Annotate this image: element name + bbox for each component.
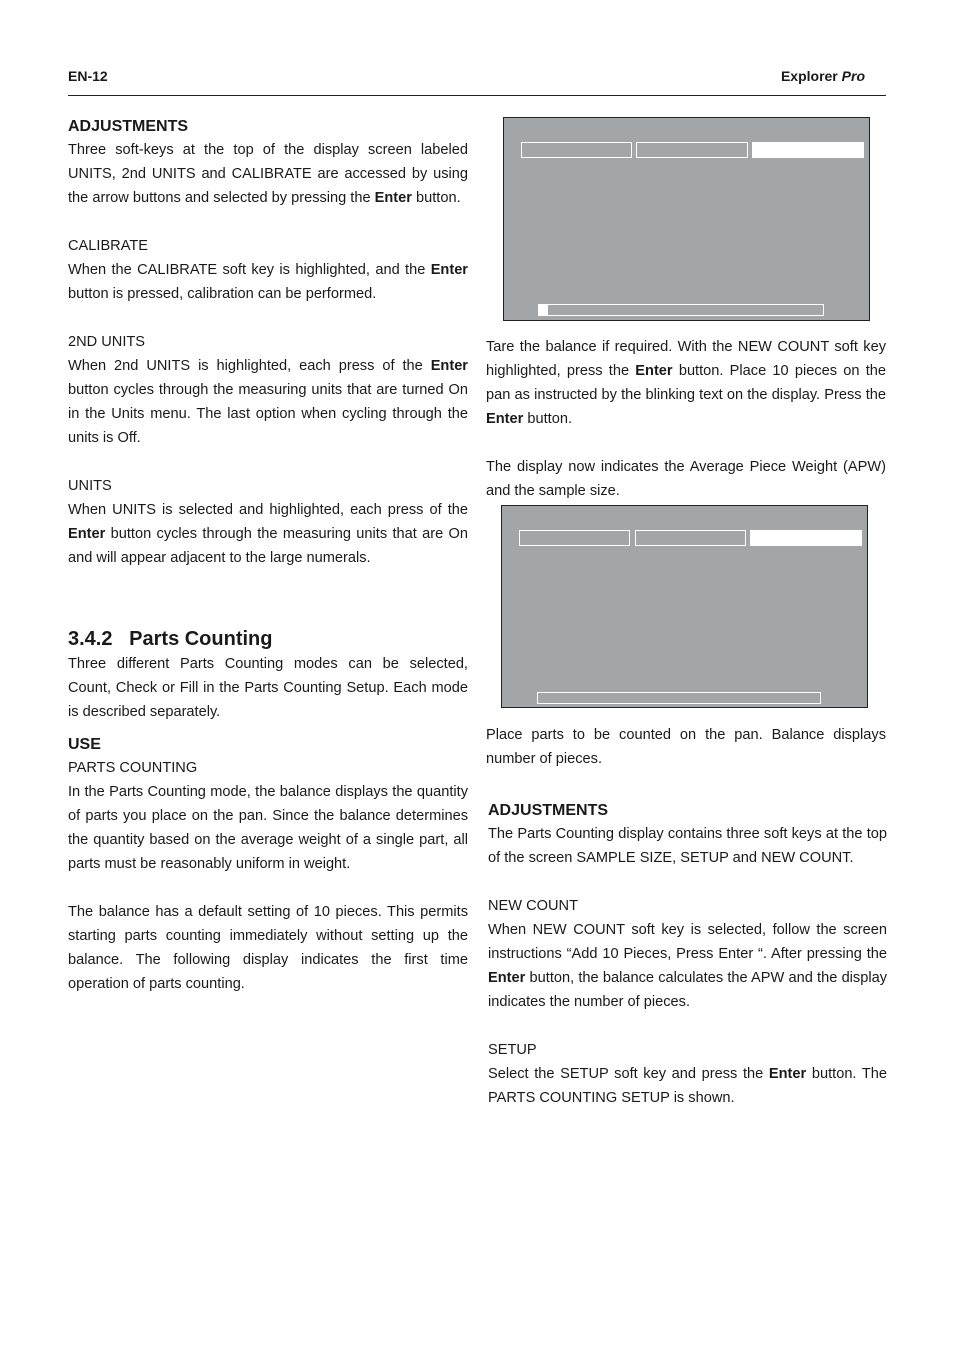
- new-count-paragraph: When NEW COUNT soft key is selected, follow the screen instructions “Add 10 Pieces, Press Enter “. After pressing the Enter button, the balance calculates the APW and the display indicates the number of pieces.: [488, 922, 887, 1010]
- progress-fill: [539, 305, 548, 315]
- place-parts-paragraph: Place parts to be counted on the pan. Balance displays number of pieces.: [486, 727, 886, 767]
- adjustments-paragraph: Three soft-keys at the top of the display screen labeled UNITS, 2nd UNITS and CALIBRATE are accessed by using the arrow buttons and selected by pressing the Enter button.: [68, 142, 468, 206]
- calibrate-paragraph: When the CALIBRATE soft key is highlighted, and the Enter button is pressed, calibration can be performed.: [68, 262, 468, 302]
- section-heading: 3.4.2 Parts Counting: [68, 628, 273, 650]
- parts-counting-paragraph-2: The balance has a default setting of 10 pieces. This permits starting parts counting immediately without setting up the balance. The following display indicates the first time operation of parts counting.: [68, 904, 468, 992]
- soft-key-2: [636, 142, 748, 158]
- soft-key-2: [635, 530, 746, 546]
- soft-key-1: [519, 530, 630, 546]
- adjustments-heading: ADJUSTMENTS: [68, 118, 189, 135]
- tare-paragraph: Tare the balance if required. With the NEW COUNT soft key highlighted, press the Enter button. Place 10 pieces on the pan as instructed by the blinking text on the display. Press the Enter button.: [486, 339, 886, 427]
- soft-key-3-highlighted: [752, 142, 864, 158]
- units-title: UNITS: [68, 478, 112, 494]
- progress-bar: [538, 304, 824, 316]
- page-number: EN-12: [68, 68, 108, 84]
- right-adjustments-paragraph: The Parts Counting display contains three soft keys at the top of the screen SAMPLE SIZE, SETUP and NEW COUNT.: [488, 826, 887, 866]
- left-column: [68, 116, 468, 996]
- units2-paragraph: When 2nd UNITS is highlighted, each press of the Enter button cycles through the measuring units that are turned On in the Units menu. The last option when cycling through the units is Off.: [68, 358, 468, 446]
- apw-paragraph: The display now indicates the Average Piece Weight (APW) and the sample size.: [486, 459, 886, 499]
- soft-key-1: [521, 142, 632, 158]
- setup-title: SETUP: [488, 1042, 537, 1058]
- use-heading: USE: [68, 736, 101, 753]
- soft-key-3-highlighted: [750, 530, 862, 546]
- right-text-1: [486, 335, 886, 503]
- units-paragraph: When UNITS is selected and highlighted, each press of the Enter button cycles through the measuring units that are On and will appear adjacent to the large numerals.: [68, 502, 468, 566]
- new-count-title: NEW COUNT: [488, 898, 578, 914]
- parts-counting-paragraph-1: In the Parts Counting mode, the balance displays the quantity of parts you place on the pan. Since the balance determines the quantity based on the average weight of a single part, all parts must be reasonably uniform in weight.: [68, 784, 468, 872]
- right-adjustments-heading: ADJUSTMENTS: [488, 802, 609, 819]
- product-name: Explorer Pro: [780, 68, 865, 84]
- right-text-2: [486, 723, 886, 771]
- balance-display-2: [501, 505, 868, 708]
- calibrate-title: CALIBRATE: [68, 238, 149, 254]
- balance-display-1: [503, 117, 870, 321]
- header-rule: [68, 95, 886, 96]
- right-text-3: [488, 800, 887, 1110]
- progress-bar: [537, 692, 821, 704]
- units2-title: 2ND UNITS: [68, 334, 146, 350]
- parts-counting-title: PARTS COUNTING: [68, 760, 198, 776]
- setup-paragraph: Select the SETUP soft key and press the Enter button. The PARTS COUNTING SETUP is shown.: [488, 1066, 888, 1106]
- section-intro: Three different Parts Counting modes can be selected, Count, Check or Fill in the Parts Counting Setup. Each mode is described separately.: [68, 656, 468, 720]
